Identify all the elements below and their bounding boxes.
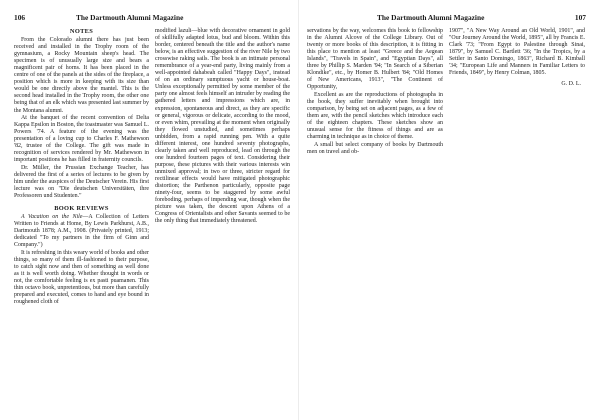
review-paragraph: modified lazuli—blue with decorative ornament in gold of skillfully adapted lotus, bud and bloom. Within this border, centered beneath the title and the author's name below, is an effective suggestion of the river Nile by two crosswise raking sails. The book is an intimate personal remembrance of a year-end party, living mainly from a well-appointed dahabeah called "Happy Days", instead of on an ordinary sumptuous yacht or house-boat. Unless exceptionally permitted by some member of the party one almost feels himself an intruder by reading the gathered letters and impressions which are, in expression, spontaneous and direct, as they are specific or general, vigorous or delicate, according to the mood, or even whim, prevailing at the moment when originally they flowed unstudied, and sometimes perhaps unbidden, from a rapid running pen. With a quite different interest, one hundred seventy photographs, clearly taken and well reproduced, lead on through the one hundred fourteen pages of text. Considering their purpose, these pictures with their various interests win unmixed approval; in two or three, stricter regard for rectilinear effects would have mitigated photographic distortion; the Parthenon particularly, opposite page ninety-four, seems to be staggered by some awful foreboding, perhaps of impending war, though when the picture was taken, the descent upon Athens of a Congress of Orientalists and other Savants seemed to be the only thing that immediately threatened. xyxy=(155,28,290,225)
page-number: 107 xyxy=(574,12,586,22)
book-reviews-heading: BOOK REVIEWS xyxy=(54,205,109,213)
notes-paragraph: Dr. Müller, the Prussian Exchange Teacher, has delivered the first of a series of lectures to be given by him under the auspices of the Deutscher Verein. His first lecture was on "Die deutschen Universitäten, ihre Professoren und Studenten." xyxy=(14,164,149,200)
review-paragraph: 1907", "A New Way Around an Old World, 1901", and "Our Journey Around the World, 1895", all by Francis E. Clark '73; "From Egypt to Palestine through Sinai, 1879", by Samuel C. Bartlett '36; "In the Tropics, by a Settler in Santo Domingo, 1863", Richard B. Kimball '34; "European Life and Manners in Familiar Letters to Friends, 1849", by Henry Colman, 1805. xyxy=(449,28,585,77)
review-paragraph: A small but select company of books by Dartmouth men on travel and ob- xyxy=(307,141,443,155)
review-intro-text: —A Collection of Letters Written to Friends at Home, By Lewis Parkhurst, A.B., Dartmouth 1878; A.M., 1908. (Privately printed, 1913; dedicated "To my partners in the firm of Ginn and Company.") xyxy=(14,214,149,249)
notes-heading: NOTES xyxy=(69,28,94,35)
notes-paragraph: At the banquet of the recent convention of Delta Kappa Epsilon in Boston, the toastmaster was Samuel L. Powers '74. A feature of the evening was the presentation of a loving cup to Charles F. Mathewson '82, trustee of the College. The gift was made in recognition of services rendered by Mr. Mathewson in important positions he has filled in fraternity councils. xyxy=(14,115,149,164)
review-paragraph: It is refreshing in this weary world of books and other things, so many of them ill-fashioned to their purpose, to catch sight now and then of something as well done as it is well worth doing. Whether thought in words or not, the comfortable feeling is ex pasti puamanen. This thin octavo book, unpretentious, but more than carefully prepared and executed, comes to hand and eye bound in roughened cloth of xyxy=(14,249,149,306)
right-page xyxy=(298,0,596,420)
running-title: The Dartmouth Alumni Magazine xyxy=(377,12,485,22)
page-header-right xyxy=(307,10,586,24)
column-left-1 xyxy=(14,28,149,307)
review-paragraph: Excellent as are the reproductions of photographs in the book, they suffer inevitably when brought into comparison, by being set on adjacent pages, as a few of them are, with the pencil sketches which introduce each of the eighteen chapters. These sketches show an unusual sense for the fitness of things and are as charming in technique as in choice of theme. xyxy=(307,91,443,141)
column-right-2 xyxy=(449,28,585,156)
review-intro xyxy=(14,214,149,249)
column-right-1 xyxy=(307,28,443,156)
page-number: 106 xyxy=(14,12,26,22)
reviewer-signature: G. D. L. xyxy=(561,81,581,88)
running-title: The Dartmouth Alumni Magazine xyxy=(76,12,184,22)
review-book-title: A Vacation on the Nile xyxy=(21,214,83,221)
text-columns xyxy=(307,28,586,156)
text-columns xyxy=(14,28,290,307)
page-header-left xyxy=(14,10,290,24)
notes-paragraph: From the Colorado alumni there has just been received and installed in the Trophy room of the gymnasium, a Rocky Mountain sheep's head. The specimen is of unusually large size and bears a magnificent pair of horns. It has been placed in the centre of one of the panels at the sides of the fireplace, a position which is more in keeping with its size than would be one directly above the mantel. This is the second head installed in the Trophy room, the other one being that of an elk which was presented last summer by the Montana alumni. xyxy=(14,37,149,114)
column-left-2 xyxy=(155,28,290,307)
review-paragraph: servations by the way, welcomes this book to fellowship in the Alumni Alcove of the College Library. Out of twenty or more books of this description, it is fitting in this place to mention at least "Greece and the Aegean Islands", "Travels in Spain", and "Egyptian Days", all three by Phillip S. Marden '94; "In Search of a Siberian Klondike", etc., by Homer B. Hulbert '84; "Old Homes of New Americans, 1913", "The Continent of Opportunity, xyxy=(307,28,443,91)
